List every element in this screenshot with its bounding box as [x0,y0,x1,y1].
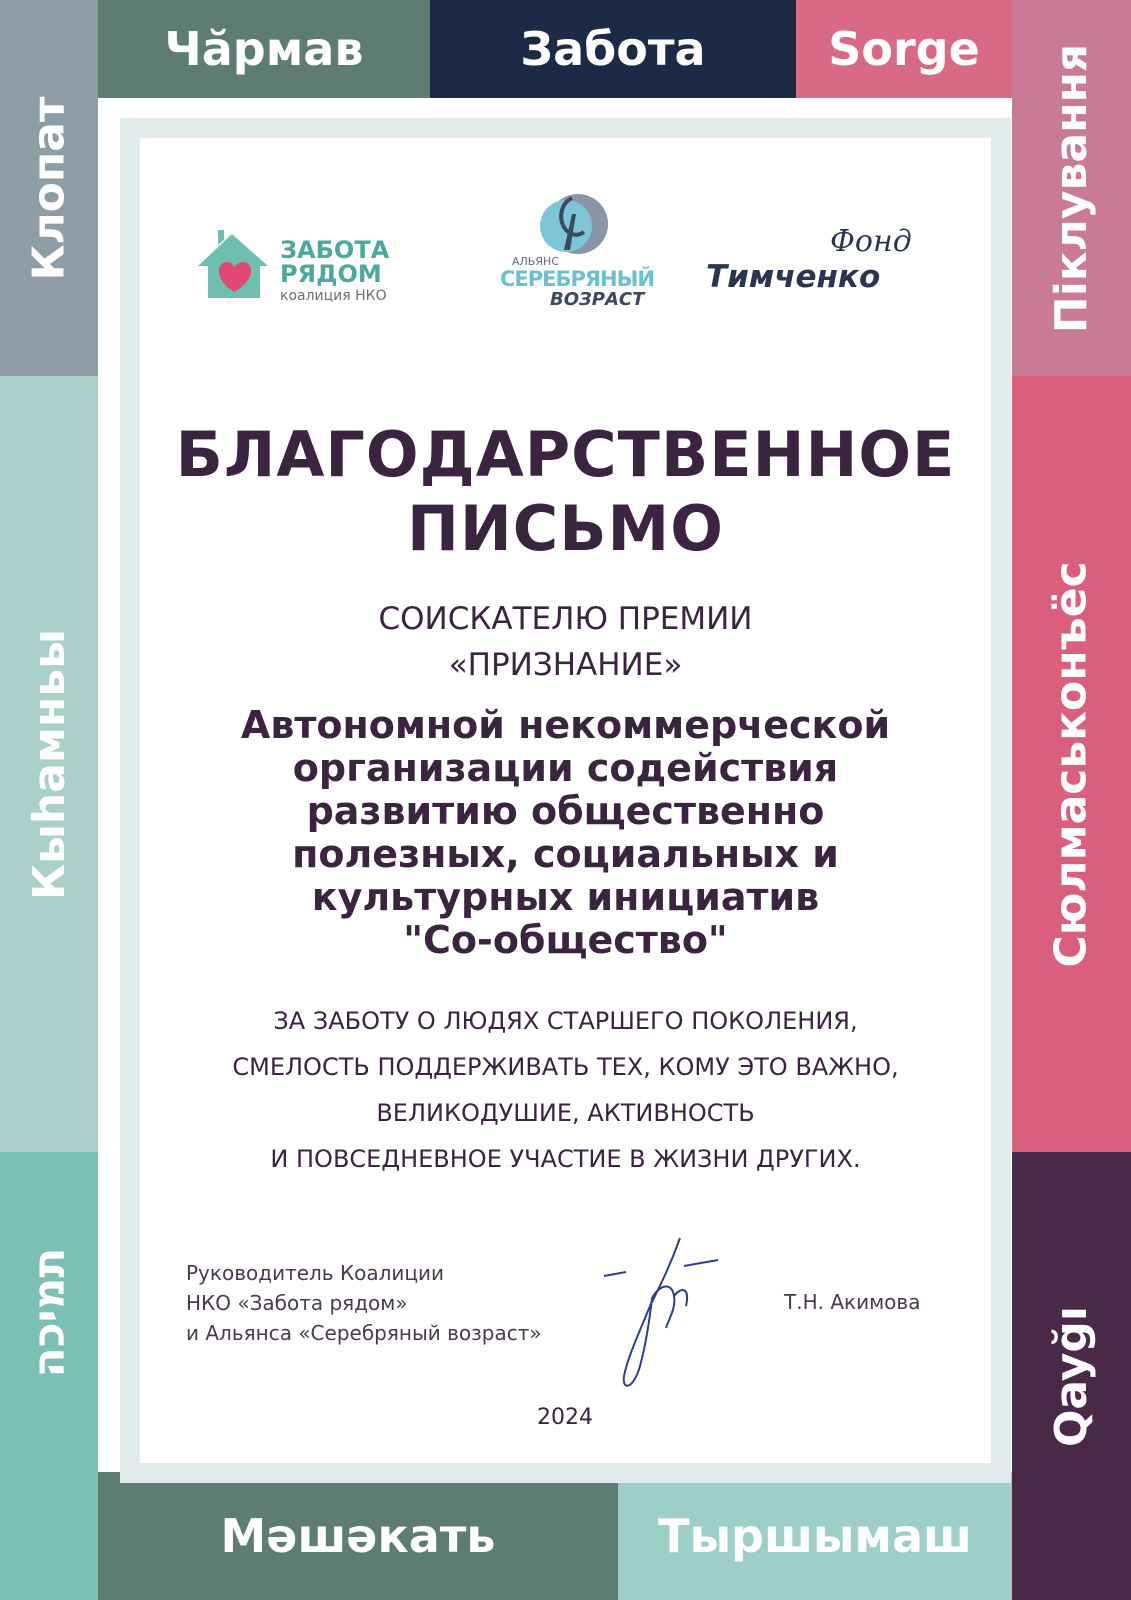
border-word-text: Сюлмаськонъёс [1046,560,1097,968]
border-word-qaygi [1012,1152,1131,1600]
reason-line: ВЕЛИКОДУШИЕ, АКТИВНОСТЬ [376,1099,755,1127]
border-word-pikluvannya [1012,0,1131,376]
subtitle-line: СОИСКАТЕЛЮ ПРЕМИИ [378,601,753,637]
signatory-role [186,1258,542,1348]
border-word-hebrew [0,1152,98,1472]
organization-line: организации содействия [292,746,839,790]
house-heart-icon [194,228,274,304]
reason-line: ЗА ЗАБОТУ О ЛЮДЯХ СТАРШЕГО ПОКОЛЕНИЯ, [273,1007,858,1035]
zabota-logo-line1: ЗАБОТА [280,236,390,264]
signatory-role-line: и Альянса «Серебряный возраст» [186,1321,542,1345]
organization-line: "Со-общество" [403,918,728,962]
subtitle-line: «ПРИЗНАНИЕ» [448,647,683,683]
silver-logo-line2: СЕРЕБРЯНЫЙ [500,267,654,291]
border-word-tyrshymash [618,1472,1012,1600]
border-word-text: Qayğı [1046,1305,1098,1447]
border-word-kyhamny [0,376,98,1152]
border-word-syulmaskonyos [1012,376,1131,1152]
border-word-text: Тыршымаш [658,1509,972,1563]
corner-bottom-left [0,1472,98,1600]
border-word-sorge [796,0,1012,98]
zabota-logo-line2: РЯДОМ [280,260,382,288]
certificate-year: 2024 [537,1405,593,1430]
silver-logo-line3: ВОЗРАСТ [550,289,645,310]
border-word-text: תמיכה [23,1246,75,1378]
timchenko-logo-line1: Фонд [830,224,912,259]
organization-line: культурных инициатив [311,875,820,919]
silver-age-logo [500,190,654,312]
signatory-name: Т.Н. Акимова [784,1290,921,1314]
award-reason [160,998,971,1182]
globe-tree-icon [500,190,640,260]
organization-name [160,704,971,962]
title-line: ПИСЬМО [407,492,724,565]
zabota-ryadom-logo [194,228,414,308]
organization-line: полезных, социальных и [292,832,839,876]
organization-line: Автономной некоммерческой [240,703,891,747]
timchenko-logo-line2: Тимченко [706,259,881,295]
zabota-logo-line3: коалиция НКО [280,288,387,304]
border-word-mashakat [98,1472,618,1600]
border-word-text: Клопат [23,95,75,281]
border-word-text: Кыһамньы [23,628,75,900]
timchenko-foundation-logo [706,226,936,306]
signatory-role-line: Руководитель Коалиции [186,1261,445,1285]
border-word-text: Sorge [828,22,980,76]
border-word-text: Мәшәкать [220,1509,496,1563]
silver-logo-line1: АЛЬЯНС [512,255,559,268]
certificate-subtitle [160,596,971,688]
organization-line: развитию общественно [306,789,825,833]
title-line: БЛАГОДАРСТВЕННОЕ [175,418,956,491]
border-word-text: Піклування [1046,43,1098,333]
border-word-chavash [98,0,430,98]
handwritten-signature [600,1236,740,1406]
reason-line: СМЕЛОСТЬ ПОДДЕРЖИВАТЬ ТЕХ, КОМУ ЭТО ВАЖНО, [232,1053,899,1081]
border-word-klopat [0,0,98,376]
signatory-role-line: НКО «Забота рядом» [186,1291,408,1315]
certificate-title [160,418,971,566]
border-word-text: Забота [520,22,706,76]
border-word-zabota [430,0,796,98]
reason-line: И ПОВСЕДНЕВНОЕ УЧАСТИЕ В ЖИЗНИ ДРУГИХ. [270,1145,861,1173]
border-word-text: Чӑрмав [164,22,364,76]
